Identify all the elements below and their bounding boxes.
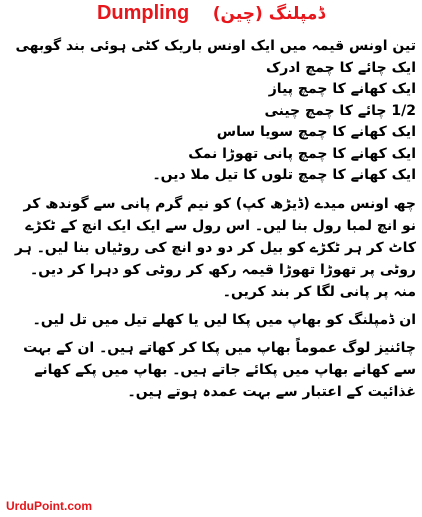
method-paragraph: ان ڈمپلنگ کو بھاپ میں پکا لیں یا کھلے تیل میں تل لیں۔ (32, 311, 416, 328)
method-paragraph: چھ اونس میدے (ڈیڑھ کپ) کو نیم گرم پانی سے گوندھ کر نو انچ لمبا رول بنا لیں۔ اس رول سے ایک ایک انچ کے ٹکڑے کاٹ کر ہر ٹکڑے کو بیل کر دو دو انچ کی روٹیاں بنا لیں۔ ہر روٹی پر تھوڑا تھوڑا قیمہ رکھ کر روٹی کو دہرا کر دیں۔ منہ پر پانی لگا کر بند کریں۔ (14, 195, 416, 300)
recipe-title-english: Dumpling (96, 2, 190, 24)
ingredient-line: ایک کھانے کا چمچ پیاز (268, 81, 416, 97)
ingredient-line: ایک کھانے کا چمچ تلوں کا تیل ملا دیں۔ (152, 167, 416, 183)
ingredient-line: 1/2 چائے کا چمچ چینی (264, 102, 416, 119)
ingredients-list (6, 36, 416, 187)
ingredient-line: تین اونس قیمہ میں ایک اونس باریک کٹی ہوئی بند گوبھی (15, 38, 416, 54)
method-paragraph: چائنیز لوگ عموماً بھاپ میں پکا کر کھاتے ہیں۔ ان کے بہت سے کھانے بھاپ میں پکائے جاتے ہیں۔ بھاپ میں پکے کھانے غذائیت کے اعتبار سے بہت عمدہ ہوتے ہیں۔ (23, 339, 416, 400)
ingredient-line: ایک چائے کا چمچ ادرک (265, 59, 416, 76)
method-section (6, 193, 416, 403)
recipe-body (6, 36, 416, 403)
ingredient-line: ایک کھانے کا چمچ سویا ساس (216, 124, 416, 140)
site-watermark: UrduPoint.com (6, 499, 92, 513)
recipe-title (0, 2, 422, 32)
recipe-title-urdu: ڈمپلنگ (چین) (212, 3, 326, 24)
ingredient-line: ایک کھانے کا چمچ پانی تھوڑا نمک (188, 145, 416, 162)
